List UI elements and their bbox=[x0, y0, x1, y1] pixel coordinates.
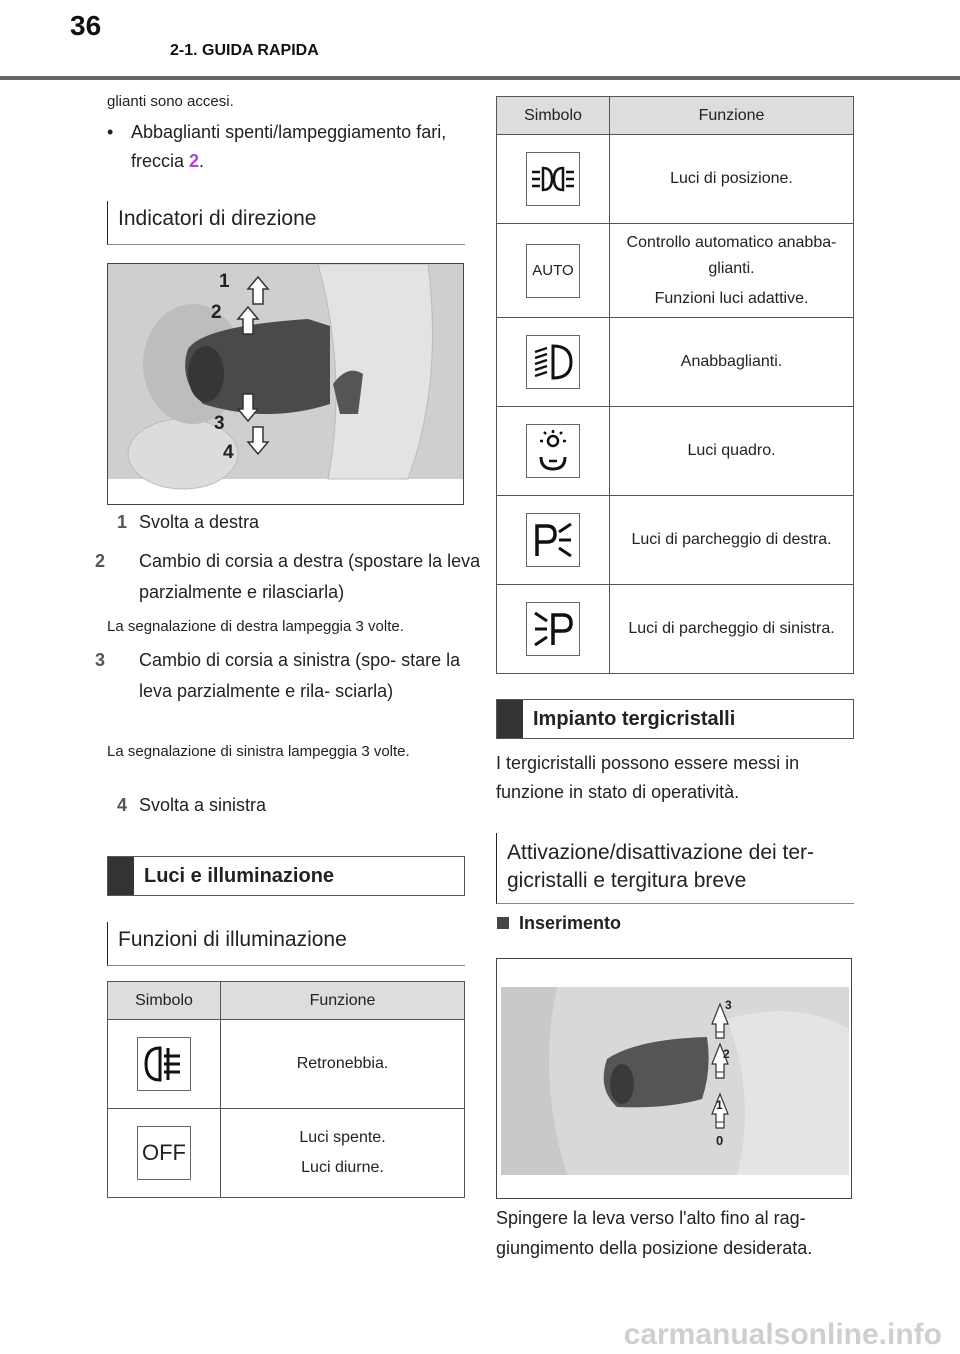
insert-heading bbox=[497, 913, 621, 934]
bullet-dot: • bbox=[107, 122, 114, 142]
section-wipers bbox=[496, 699, 854, 739]
fig2-label-3: 3 bbox=[725, 998, 732, 1012]
bullet-ref: 2 bbox=[189, 151, 200, 171]
fig2-label-2: 2 bbox=[723, 1047, 730, 1061]
watermark: carmanualsonline.info bbox=[623, 1318, 942, 1351]
function-text: Funzioni luci adattive. bbox=[654, 289, 809, 307]
bullet-item bbox=[107, 118, 461, 176]
section-bar bbox=[108, 857, 134, 895]
item-4-number: 4 bbox=[117, 795, 128, 815]
subhead-lighting-functions: Funzioni di illuminazione bbox=[107, 922, 465, 966]
function-text: Retronebbia. bbox=[296, 1055, 389, 1072]
table-header-row bbox=[108, 982, 465, 1020]
off-icon-text: OFF bbox=[142, 1140, 186, 1165]
item-2 bbox=[95, 546, 484, 608]
table-row bbox=[108, 1020, 465, 1109]
item-3 bbox=[95, 645, 469, 707]
wipers-intro: I tergicristalli possono essere messi in funzione in stato di operatività. bbox=[496, 753, 800, 802]
table-row bbox=[497, 496, 854, 585]
table-row bbox=[108, 1109, 465, 1198]
fig1-label-2: 2 bbox=[211, 302, 222, 323]
col-symbol: Simbolo bbox=[497, 97, 610, 135]
function-text: Luci quadro. bbox=[687, 442, 776, 459]
col-function: Funzione bbox=[610, 97, 854, 135]
subhead-direction-indicators: Indicatori di direzione bbox=[107, 201, 465, 245]
fig2-label-0: 0 bbox=[716, 1133, 724, 1148]
function-text: Controllo automatico anabba- bbox=[626, 233, 837, 251]
item-1 bbox=[117, 508, 467, 537]
table-row bbox=[497, 135, 854, 224]
note-left: La segnalazione di sinistra lampeggia 3 volte. bbox=[107, 743, 410, 760]
parking-left-icon bbox=[526, 602, 580, 656]
table-row bbox=[497, 318, 854, 407]
subhead-wiper-activation: Attivazione/disattivazione dei ter- gicristalli e tergitura breve bbox=[496, 833, 854, 904]
item-3-number: 3 bbox=[95, 650, 106, 670]
table-row bbox=[497, 407, 854, 496]
section-bar bbox=[497, 700, 523, 738]
section-wipers-title: Impianto tergicristalli bbox=[533, 707, 736, 730]
function-text: Luci di posizione. bbox=[670, 170, 793, 187]
intro-text: glianti sono accesi. bbox=[107, 93, 234, 110]
table-row bbox=[497, 585, 854, 674]
fig1-label-1: 1 bbox=[219, 271, 230, 292]
item-2-number: 2 bbox=[95, 551, 106, 571]
function-text: Luci spente. bbox=[299, 1129, 386, 1146]
table-row bbox=[497, 224, 854, 318]
position-lights-icon bbox=[526, 152, 580, 206]
function-text: glianti. bbox=[708, 259, 755, 277]
fig1-label-3: 3 bbox=[214, 413, 225, 434]
col-function: Funzione bbox=[221, 982, 465, 1020]
item-4 bbox=[117, 791, 457, 820]
function-text: Anabbaglianti. bbox=[680, 353, 783, 370]
item-1-text: Svolta a destra bbox=[139, 512, 260, 532]
item-4-text: Svolta a sinistra bbox=[139, 795, 267, 815]
wipers-instruction: Spingere la leva verso l'alto fino al rag- giungimento della posizione desiderata. bbox=[496, 1208, 813, 1258]
off-icon bbox=[137, 1126, 191, 1180]
instrument-lighting-icon bbox=[526, 424, 580, 478]
section-lighting bbox=[107, 856, 465, 896]
bullet-text: Abbaglianti spenti/lampeggiamento fari, freccia bbox=[131, 122, 447, 171]
turn-signal-figure bbox=[107, 263, 464, 505]
square-bullet-icon bbox=[497, 917, 509, 929]
wiper-lever-figure bbox=[496, 958, 852, 1199]
table-header-row bbox=[497, 97, 854, 135]
item-3-text: Cambio di corsia a sinistra (spo- stare la leva parzialmente e rila- sciarla) bbox=[139, 650, 461, 701]
note-right: La segnalazione di destra lampeggia 3 volte. bbox=[107, 618, 404, 635]
auto-icon-text: AUTO bbox=[532, 261, 574, 279]
function-text: Luci di parcheggio di sinistra. bbox=[628, 620, 835, 637]
lighting-table-left bbox=[107, 981, 465, 1198]
section-lighting-title: Luci e illuminazione bbox=[144, 864, 335, 887]
fig1-label-4: 4 bbox=[223, 442, 234, 463]
section-header: 2-1. GUIDA RAPIDA bbox=[170, 42, 319, 59]
item-2-text: Cambio di corsia a destra (spostare la leva parzialmente e rilasciarla) bbox=[139, 551, 481, 602]
parking-right-icon bbox=[526, 513, 580, 567]
lighting-table-right bbox=[496, 96, 854, 674]
function-text: Luci diurne. bbox=[301, 1159, 384, 1176]
insert-heading-text: Inserimento bbox=[519, 913, 622, 933]
header-rule bbox=[0, 76, 960, 80]
function-text: Luci di parcheggio di destra. bbox=[631, 531, 832, 548]
fig2-label-1: 1 bbox=[716, 1098, 723, 1112]
low-beam-icon bbox=[526, 335, 580, 389]
auto-icon bbox=[526, 244, 580, 298]
bullet-end: . bbox=[199, 151, 205, 171]
col-symbol: Simbolo bbox=[108, 982, 221, 1020]
page-number: 36 bbox=[70, 10, 102, 41]
rear-fog-icon bbox=[137, 1037, 191, 1091]
item-1-number: 1 bbox=[117, 512, 128, 532]
